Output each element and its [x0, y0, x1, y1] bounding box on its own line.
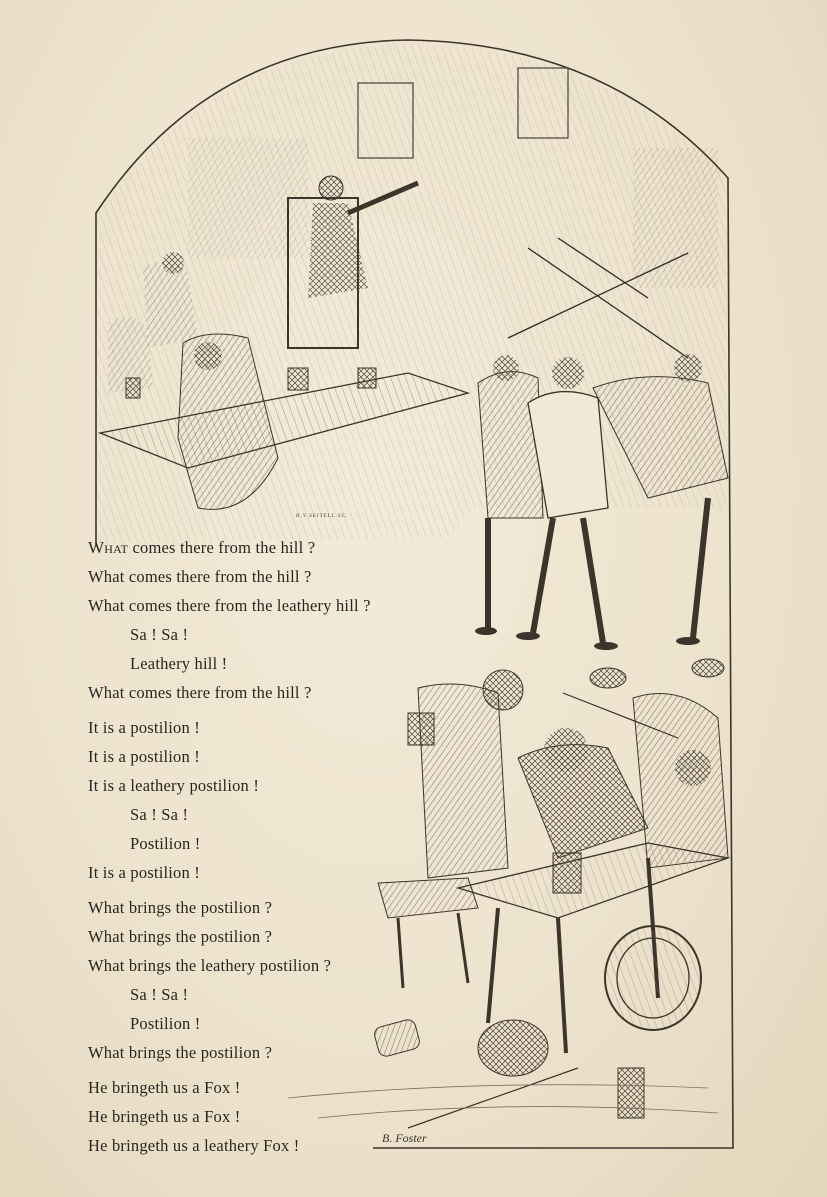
engraver-credit: H.V.SEITELL SC. [296, 514, 349, 519]
verse-line: It is a leathery postilion ! [88, 776, 260, 795]
verse-line: It is a postilion ! [88, 718, 200, 737]
verse-refrain: Postilion ! [130, 834, 201, 853]
verse-line: He bringeth us a leathery Fox ! [88, 1136, 300, 1155]
stanza-3 [88, 893, 448, 1067]
artist-signature: B. Foster [382, 1131, 427, 1145]
verse-line: He bringeth us a Fox ! [88, 1078, 241, 1097]
verse-line: What brings the postilion ? [88, 1043, 273, 1062]
stanza-1 [88, 533, 448, 707]
verse-line-text: comes there from the hill ? [128, 538, 316, 557]
song-verses [88, 533, 448, 1166]
verse-line [88, 533, 448, 562]
verse-line: What brings the postilion ? [88, 927, 273, 946]
verse-refrain: Sa ! Sa ! [130, 805, 189, 824]
verse-line: What brings the leathery postilion ? [88, 956, 332, 975]
verse-refrain: Postilion ! [130, 1014, 201, 1033]
verse-line: He bringeth us a Fox ! [88, 1107, 241, 1126]
verse-refrain: Sa ! Sa ! [130, 985, 189, 1004]
verse-line: What comes there from the hill ? [88, 683, 312, 702]
verse-refrain: Sa ! Sa ! [130, 625, 189, 644]
stanza-2 [88, 713, 448, 887]
stanza-4 [88, 1073, 448, 1160]
verse-line: It is a postilion ! [88, 747, 200, 766]
verse-line: What comes there from the leathery hill ? [88, 596, 371, 615]
verse-line: It is a postilion ! [88, 863, 200, 882]
verse-line: What comes there from the hill ? [88, 567, 312, 586]
verse-line-lead: What [88, 538, 129, 557]
verse-line: What brings the postilion ? [88, 898, 273, 917]
verse-refrain: Leathery hill ! [130, 654, 228, 673]
